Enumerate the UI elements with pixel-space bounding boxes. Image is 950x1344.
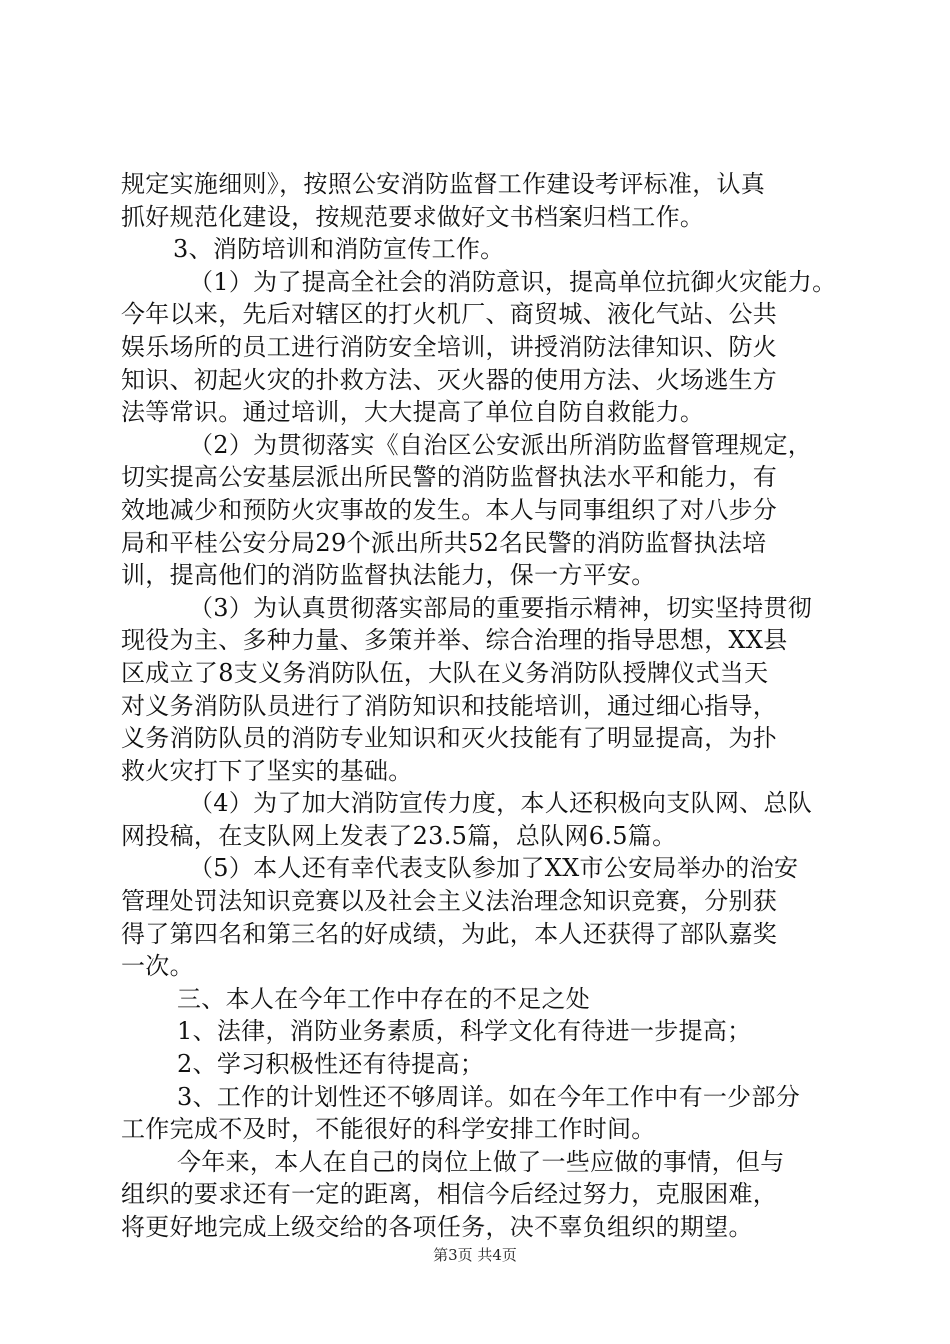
list-item: 3、工作的计划性还不够周详。如在今年工作中有一少部分 <box>177 1082 801 1111</box>
text-line: 对义务消防队员进行了消防知识和技能培训，通过细心指导， <box>121 691 778 720</box>
list-item: 1、法律，消防业务素质，科学文化有待进一步提高； <box>177 1017 752 1046</box>
document-body <box>121 168 841 1244</box>
text-line: 区成立了8支义务消防队伍，大队在义务消防队授牌仪式当天 <box>121 658 769 687</box>
text-line: （5）本人还有幸代表支队参加了XX市公安局举办的治安 <box>189 854 799 883</box>
text-line: 知识、初起火灾的扑救方法、灭火器的使用方法、火场逃生方 <box>121 365 778 394</box>
text-line: 义务消防队员的消防专业知识和灭火技能有了明显提高，为扑 <box>121 724 778 753</box>
text-line: 组织的要求还有一定的距离，相信今后经过努力，克服困难， <box>121 1180 778 1209</box>
text-line: 娱乐场所的员工进行消防安全培训，讲授消防法律知识、防火 <box>121 332 778 361</box>
text-line: 抓好规范化建设，按规范要求做好文书档案归档工作。 <box>121 202 705 231</box>
text-line: 救火灾打下了坚实的基础。 <box>121 756 413 785</box>
text-line: 今年以来，先后对辖区的打火机厂、商贸城、液化气站、公共 <box>121 300 778 329</box>
list-item: 2、学习积极性还有待提高； <box>177 1050 485 1079</box>
text-line: 工作完成不及时，不能很好的科学安排工作时间。 <box>121 1115 656 1144</box>
text-line: 得了第四名和第三名的好成绩，为此，本人还获得了部队嘉奖 <box>121 919 778 948</box>
text-line: 管理处罚法知识竞赛以及社会主义法治理念知识竞赛，分别获 <box>121 887 778 916</box>
text-line: 训，提高他们的消防监督执法能力，保一方平安。 <box>121 561 656 590</box>
text-line: （4）为了加大消防宣传力度，本人还积极向支队网、总队 <box>189 789 813 818</box>
text-line: 效地减少和预防火灾事故的发生。本人与同事组织了对八步分 <box>121 495 778 524</box>
page-number-footer: 第3页 共4页 <box>433 1246 517 1264</box>
text-line: 网投稿，在支队网上发表了23.5篇，总队网6.5篇。 <box>121 821 677 850</box>
text-line: 法等常识。通过培训，大大提高了单位自防自救能力。 <box>121 398 705 427</box>
section-heading: 3、消防培训和消防宣传工作。 <box>173 235 505 264</box>
text-line: 现役为主、多种力量、多策并举、综合治理的指导思想，XX县 <box>121 626 788 655</box>
section-heading: 三、本人在今年工作中存在的不足之处 <box>177 984 591 1013</box>
text-line: 切实提高公安基层派出所民警的消防监督执法水平和能力，有 <box>121 463 778 492</box>
text-line: 将更好地完成上级交给的各项任务，决不辜负组织的期望。 <box>121 1213 753 1241</box>
text-line: 局和平桂公安分局29个派出所共52名民警的消防监督执法培 <box>121 528 767 557</box>
text-line: （2）为贯彻落实《自治区公安派出所消防监督管理规定， <box>189 430 813 459</box>
text-line: （1）为了提高全社会的消防意识，提高单位抗御火灾能力。 <box>189 267 837 296</box>
text-line: 规定实施细则》，按照公安消防监督工作建设考评标准，认真 <box>121 170 766 198</box>
text-line: （3）为认真贯彻落实部局的重要指示精神，切实坚持贯彻 <box>189 593 813 622</box>
text-line: 一次。 <box>121 952 194 981</box>
text-line: 今年来，本人在自己的岗位上做了一些应做的事情，但与 <box>177 1147 785 1176</box>
